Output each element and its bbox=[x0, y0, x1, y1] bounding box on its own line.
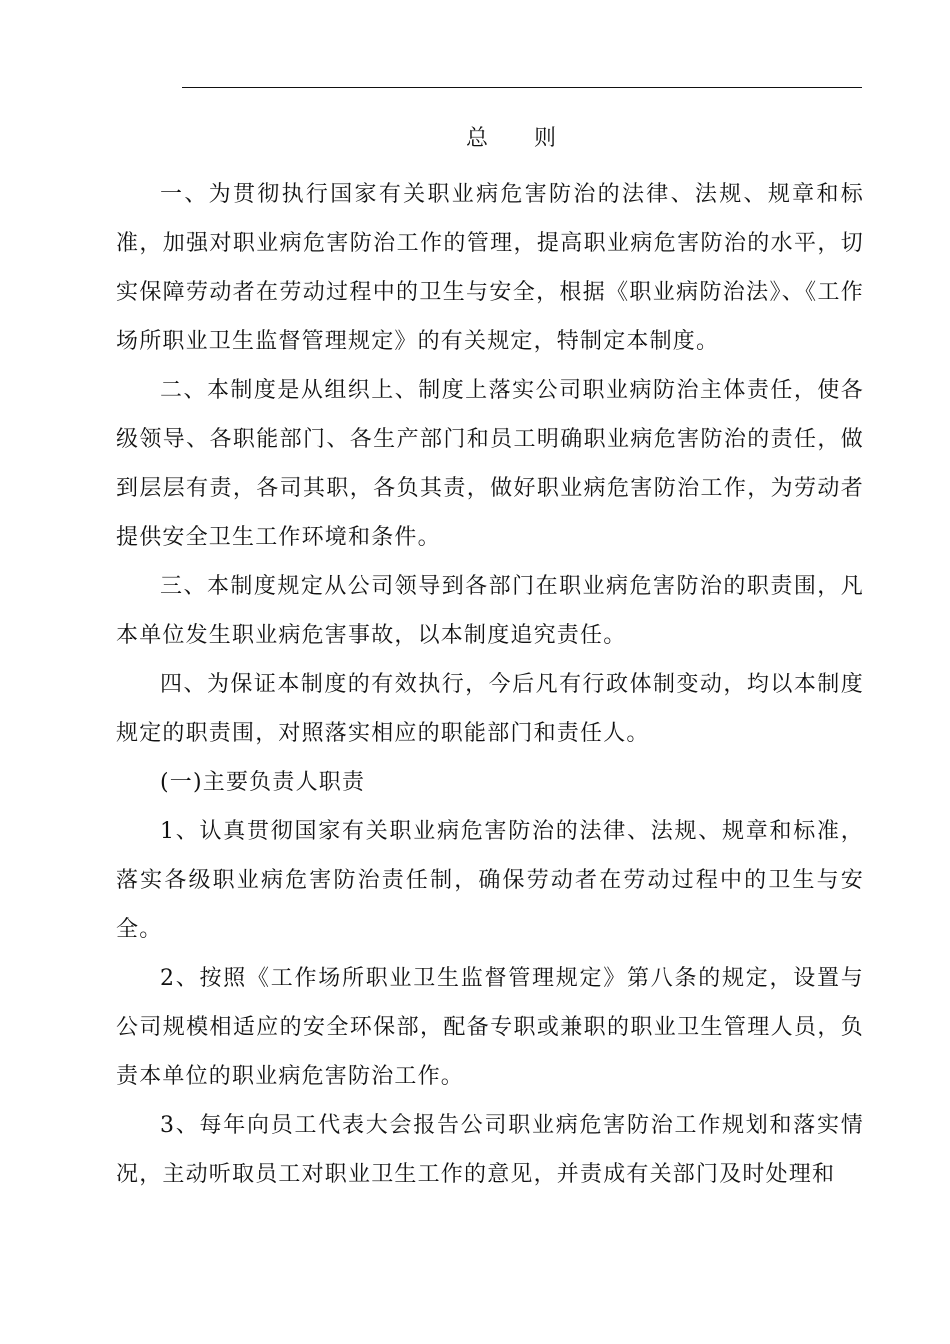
paragraph-2: 二、本制度是从组织上、制度上落实公司职业病防治主体责任，使各级领导、各职能部门、各生产部门和员工明确职业病危害防治的责任，做到层层有责，各司其职，各负其责，做好职业病危害防治工作，为劳动者提供安全卫生工作环境和条件。 bbox=[116, 378, 864, 550]
paragraph-item-1: 1、认真贯彻国家有关职业病危害防治的法律、法规、规章和标准，落实各级职业病危害防治责任制，确保劳动者在劳动过程中的卫生与安全。 bbox=[116, 819, 864, 942]
paragraph-item-2: 2、按照《工作场所职业卫生监督管理规定》第八条的规定，设置与公司规模相适应的安全环保部，配备专职或兼职的职业卫生管理人员，负责本单位的职业病危害防治工作。 bbox=[116, 966, 864, 1089]
title-char-left: 总 bbox=[465, 126, 488, 151]
subheading-main-responsible: (一)主要负责人职责 bbox=[160, 770, 366, 795]
paragraph-item-3: 3、每年向员工代表大会报告公司职业病危害防治工作规划和落实情况，主动听取员工对职业卫生工作的意见，并责成有关部门及时处理和 bbox=[116, 1113, 864, 1187]
paragraph-4: 四、为保证本制度的有效执行，今后凡有行政体制变动，均以本制度规定的职责围，对照落实相应的职能部门和责任人。 bbox=[116, 672, 864, 746]
header-rule bbox=[182, 87, 862, 88]
paragraph-3: 三、本制度规定从公司领导到各部门在职业病危害防治的职责围，凡本单位发生职业病危害事故，以本制度追究责任。 bbox=[116, 574, 864, 648]
title-char-right: 则 bbox=[534, 126, 557, 151]
section-title bbox=[36, 124, 950, 154]
document-body bbox=[116, 170, 864, 1199]
paragraph-1: 一、为贯彻执行国家有关职业病危害防治的法律、法规、规章和标准，加强对职业病危害防治工作的管理，提高职业病危害防治的水平，切实保障劳动者在劳动过程中的卫生与安全，根据《职业病防治法》、《工作场所职业卫生监督管理规定》的有关规定，特制定本制度。 bbox=[116, 182, 864, 354]
